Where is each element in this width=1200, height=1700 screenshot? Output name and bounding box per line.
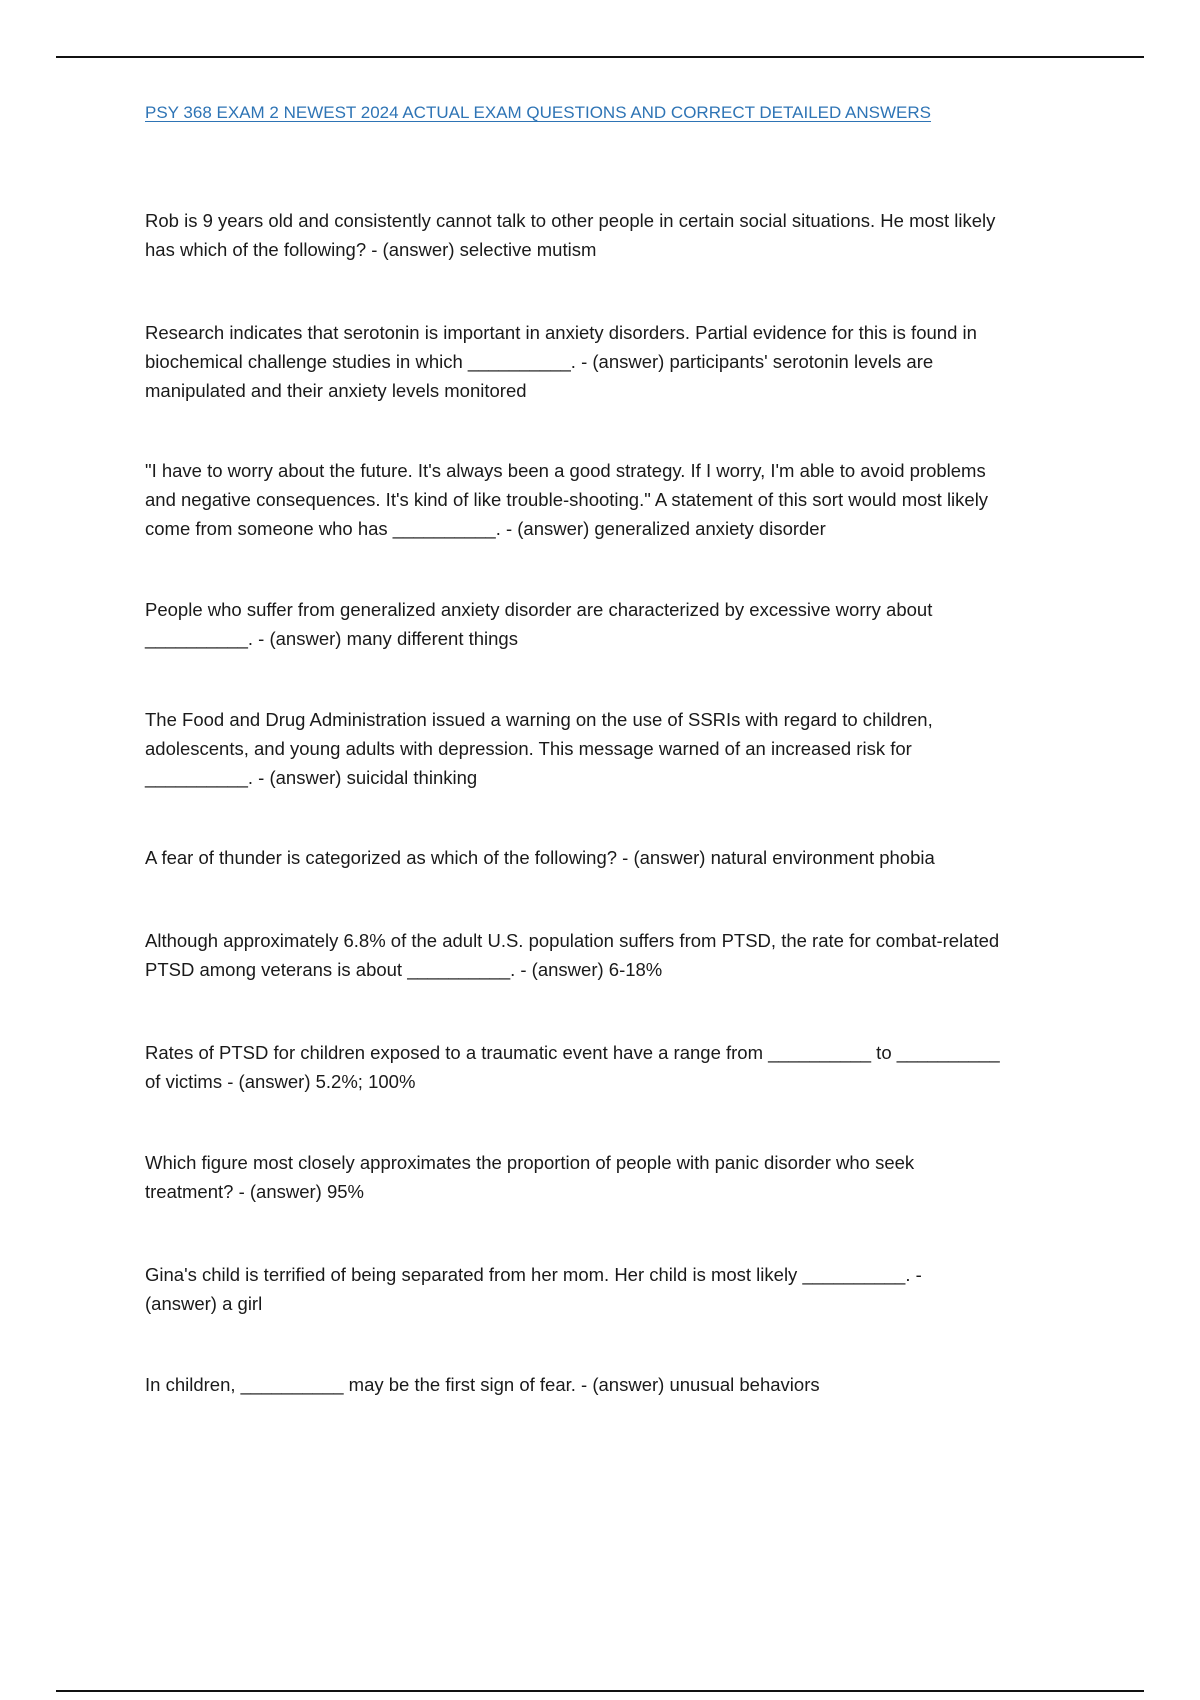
qa-item: [145, 926, 1090, 984]
qa-text-line: __________. - (answer) suicidal thinking: [145, 767, 478, 788]
document-title[interactable]: PSY 368 EXAM 2 NEWEST 2024 ACTUAL EXAM QUESTIONS AND CORRECT DETAILED ANSWERS: [145, 103, 932, 122]
qa-text-line: Which figure most closely approximates the proportion of people with panic disorder who seek: [145, 1152, 915, 1173]
qa-item: [145, 1148, 1090, 1206]
qa-text-line: and negative consequences. It's kind of like trouble-shooting." A statement of this sort would most likely: [145, 489, 989, 510]
qa-text-line: has which of the following? - (answer) selective mutism: [145, 239, 597, 260]
qa-item: [145, 1038, 1090, 1096]
qa-text-line: The Food and Drug Administration issued a warning on the use of SSRIs with regard to children,: [145, 709, 933, 730]
qa-text-line: Research indicates that serotonin is important in anxiety disorders. Partial evidence for this is found in: [145, 322, 977, 343]
qa-text-line: "I have to worry about the future. It's always been a good strategy. If I worry, I'm able to avoid problems: [145, 460, 986, 481]
qa-item: [145, 206, 1090, 264]
qa-text-line: __________. - (answer) many different things: [145, 628, 518, 649]
qa-text-line: manipulated and their anxiety levels monitored: [145, 380, 527, 401]
qa-text-line: In children, __________ may be the first sign of fear. - (answer) unusual behaviors: [145, 1374, 820, 1395]
document-content: [145, 98, 1090, 1395]
qa-text-line: Although approximately 6.8% of the adult U.S. population suffers from PTSD, the rate for combat-related: [145, 930, 1000, 951]
qa-text-line: of victims - (answer) 5.2%; 100%: [145, 1071, 416, 1092]
qa-text-line: A fear of thunder is categorized as which of the following? - (answer) natural environment phobia: [145, 847, 935, 868]
qa-text-line: Rates of PTSD for children exposed to a traumatic event have a range from __________ to __________: [145, 1042, 1000, 1063]
qa-item: [145, 1370, 1090, 1399]
qa-text-line: adolescents, and young adults with depression. This message warned of an increased risk for: [145, 738, 912, 759]
qa-text-line: Gina's child is terrified of being separated from her mom. Her child is most likely __________. -: [145, 1264, 922, 1285]
qa-text-line: come from someone who has __________. - (answer) generalized anxiety disorder: [145, 518, 826, 539]
qa-item: [145, 456, 1090, 543]
qa-text-line: (answer) a girl: [145, 1293, 263, 1314]
bottom-rule: [56, 1690, 1144, 1692]
qa-text-line: PTSD among veterans is about __________. - (answer) 6-18%: [145, 959, 663, 980]
qa-item: [145, 843, 1090, 872]
qa-text-line: biochemical challenge studies in which __________. - (answer) participants' serotonin levels are: [145, 351, 934, 372]
top-rule: [56, 56, 1144, 58]
qa-item: [145, 1260, 1090, 1318]
qa-text-line: treatment? - (answer) 95%: [145, 1181, 365, 1202]
qa-text-line: Rob is 9 years old and consistently cannot talk to other people in certain social situations. He most likely: [145, 210, 996, 231]
qa-item: [145, 705, 1090, 792]
qa-text-line: People who suffer from generalized anxiety disorder are characterized by excessive worry about: [145, 599, 933, 620]
qa-item: [145, 595, 1090, 653]
qa-item: [145, 318, 1090, 405]
